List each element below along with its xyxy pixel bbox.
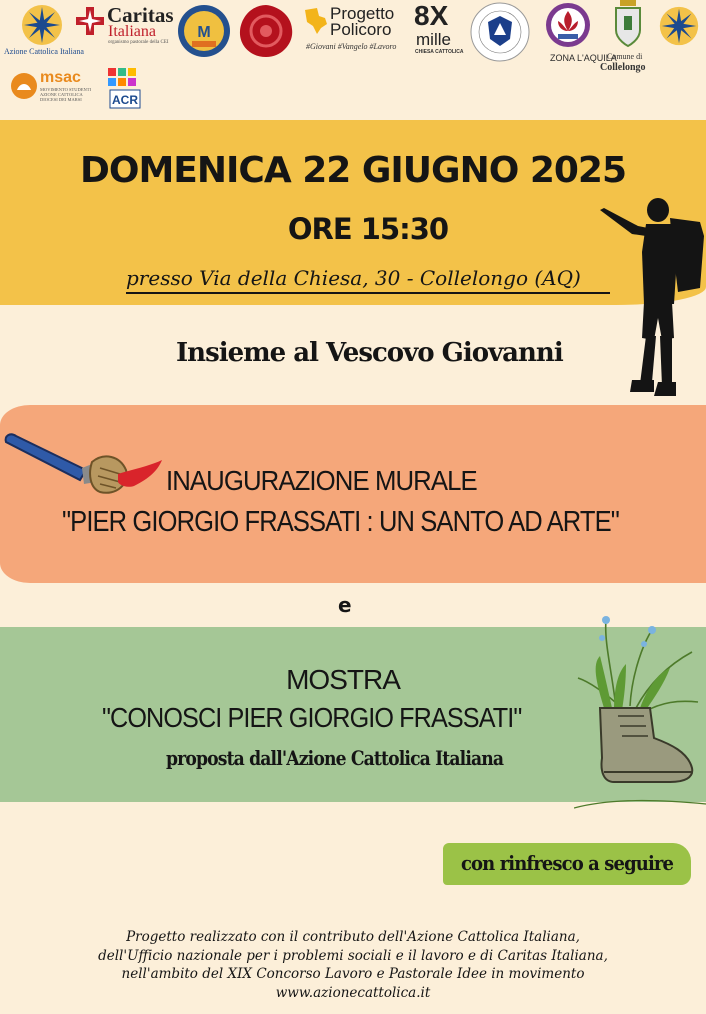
exhibition-title: MOSTRA [286,664,400,695]
logo-strip [0,0,706,115]
event-date: DOMENICA 22 GIUGNO 2025 [79,150,627,191]
event-address: presso Via della Chiesa, 30 - Collelongo (AQ) [126,266,610,294]
svg-text:M: M [197,24,211,41]
caritas-sub: Italiana [108,23,156,40]
footer-credits [0,928,706,1002]
progetto-line1: Progetto [330,4,395,23]
ottoxmille-logo: 8X [414,0,449,31]
comune-crest-logo [612,0,644,50]
event-time: ORE 15:30 [287,212,449,246]
footer-line-1: Progetto realizzato con il contributo dell'Azione Cattolica Italiana, [126,929,580,945]
footer-line-3: nell'ambito del XIX Concorso Lavoro e Pastorale Idee in movimento [121,966,585,982]
azione-cattolica-caption: Azione Cattolica Italiana [4,47,84,56]
progetto-line2: Policoro [330,20,392,39]
conjunction: e [338,593,352,617]
hiker-silhouette [596,196,706,404]
msac-logo [10,72,38,100]
agesci-logo [544,1,592,53]
progetto-policoro-logo [303,6,329,36]
exhibition-by: proposta dall'Azione Cattolica Italiana [166,746,504,770]
wax-seal-logo [238,3,294,59]
acr-logo [106,66,144,110]
mac-logo [176,3,232,59]
with-bishop: Insieme al Vescovo Giovanni [176,338,563,368]
exhibition-subtitle: "CONOSCI PIER GIORGIO FRASSATI" [102,702,522,733]
mural-subtitle: "PIER GIORGIO FRASSATI : UN SANTO AD ARTE" [62,506,619,538]
acr-text: ACR [112,93,138,107]
ottoxmille-word: mille [416,30,451,49]
msac-name: msac [40,69,81,86]
boot-flowers-illustration [574,612,706,812]
azione-cattolica-logo [18,3,66,47]
paintbrush-illustration [0,430,170,498]
agesci-caption: ZONA L'AQUILA [550,53,617,63]
caritas-name: Caritas [107,3,174,27]
progetto-tags: #Giovani #Vangelo #Lavoro [306,42,397,51]
ottoxmille-sub: CHIESA CATTOLICA [415,49,464,55]
comune-caption-2: Collelongo [600,62,646,73]
azione-cattolica-logo-right [656,3,702,49]
footer-website-link[interactable]: www.azionecattolica.it [275,984,431,1001]
footer-line-2: dell'Ufficio nazionale per i problemi sociali e il lavoro e di Caritas Italiana, [98,947,608,964]
cai-logo [468,1,532,63]
mural-title: INAUGURAZIONE MURALE [166,465,477,496]
comune-caption-1: Comune di [607,52,643,61]
msac-sub: MOVIMENTO STUDENTI AZIONE CATTOLICA DIOCESI DEI MARSI [40,87,92,102]
caritas-logo [75,6,105,36]
refreshment-text: con rinfresco a seguire [461,851,674,875]
caritas-tagline: organismo pastorale della CEI [108,40,169,45]
